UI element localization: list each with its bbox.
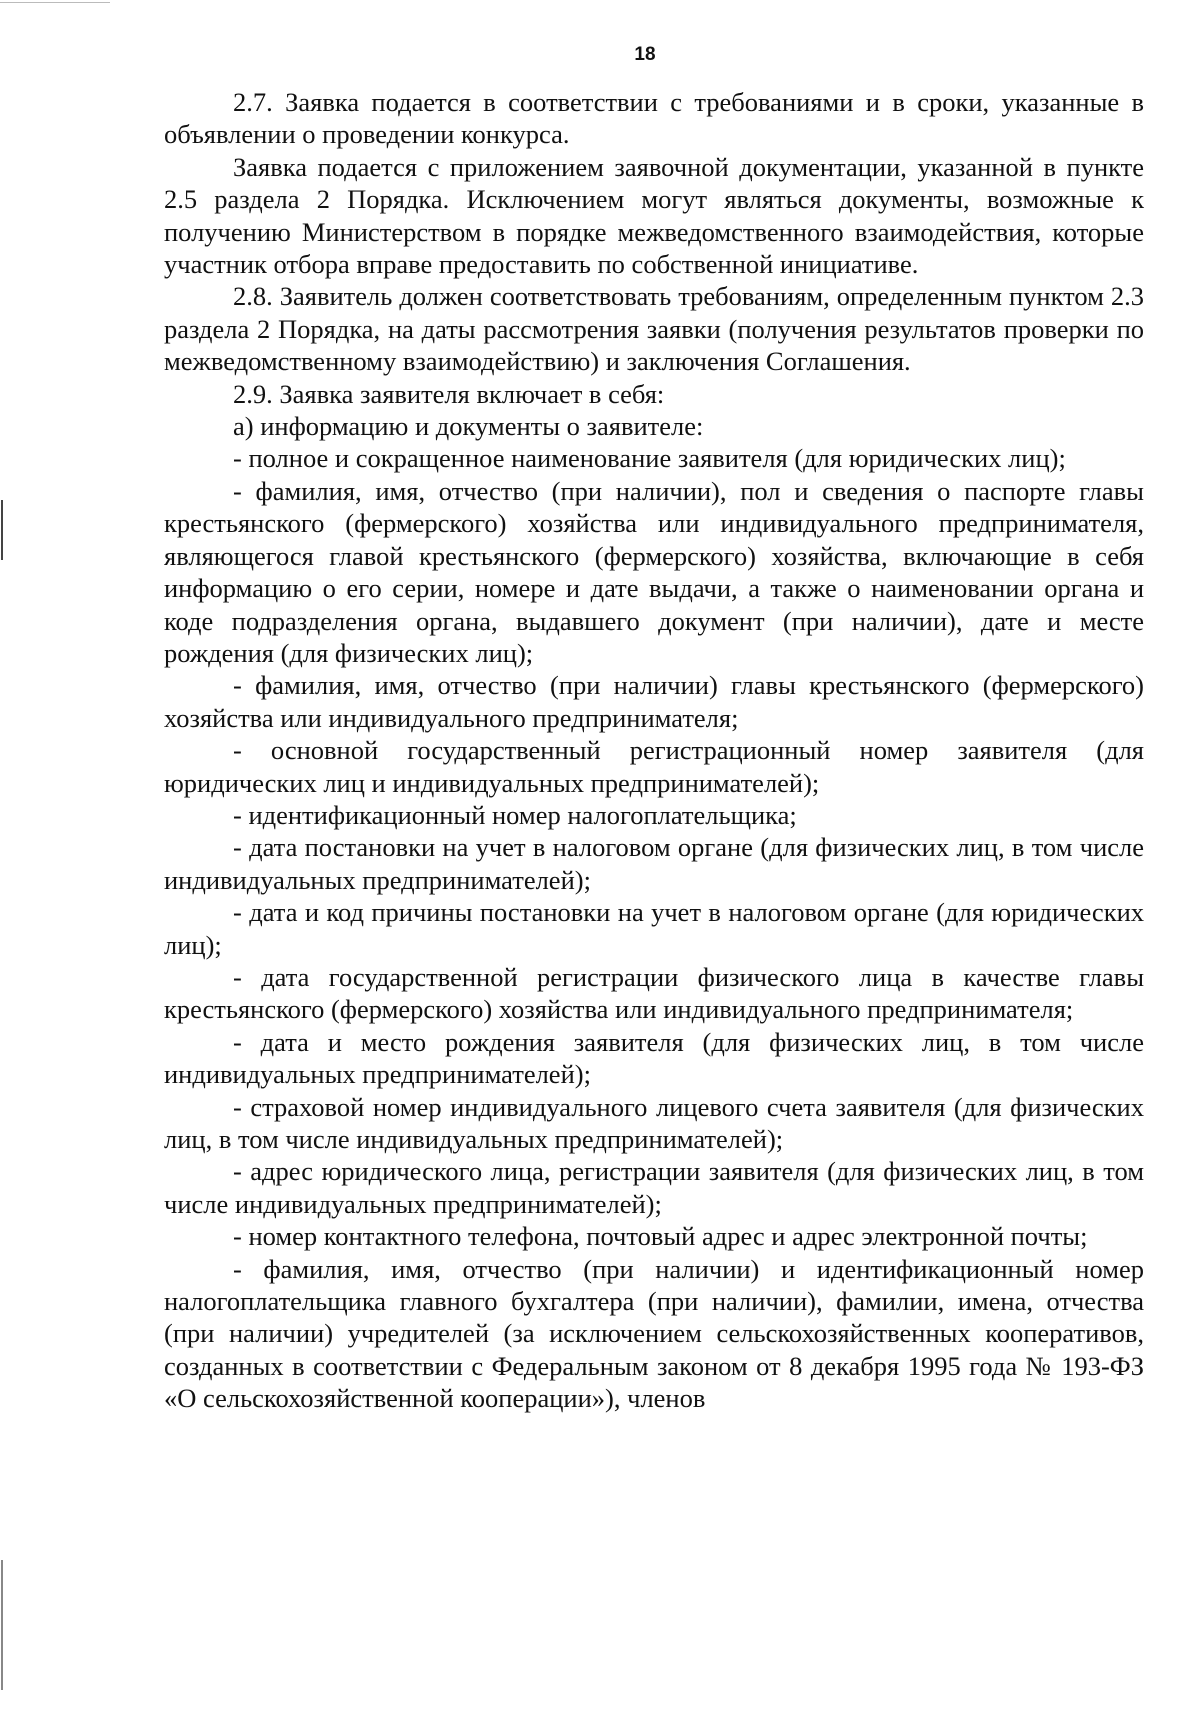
page-number: 18 [634, 44, 656, 65]
list-item: - дата постановки на учет в налоговом органе (для физических лиц, в том числе индивидуальных предпринимателей); [164, 832, 1144, 895]
document-body [164, 86, 1144, 1415]
paragraph: 2.9. Заявка заявителя включает в себя: [233, 378, 665, 409]
list-item: - дата государственной регистрации физического лица в качестве главы крестьянского (фермерского) хозяйства или индивидуального предпринимателя; [164, 961, 1144, 1025]
list-item: - идентификационный номер налогоплательщика; [233, 799, 797, 830]
scan-edge-mark [0, 2, 110, 3]
paragraph: а) информацию и документы о заявителе: [233, 411, 704, 442]
list-item: - дата и код причины постановки на учет в налоговом органе (для юридических лиц); [164, 897, 1144, 960]
paragraph: 2.7. Заявка подается в соответствии с требованиями и в сроки, указанные в объявлении о проведении конкурса. [164, 87, 1144, 150]
paragraph: Заявка подается с приложением заявочной документации, указанной в пункте 2.5 раздела 2 Порядка. Исключением могут являться документы, возможные к получению Министерством в порядке межведомственного взаимодействия, которые участник отбора вправе предоставить по собственной инициативе. [164, 151, 1144, 280]
list-item: - полное и сокращенное наименование заявителя (для юридических лиц); [233, 443, 1066, 474]
list-item: - страховой номер индивидуального лицевого счета заявителя (для физических лиц, в том числе индивидуальных предпринимателей); [164, 1091, 1144, 1154]
list-item: - адрес юридического лица, регистрации заявителя (для физических лиц, в том числе индивидуальных предпринимателей); [164, 1156, 1144, 1219]
list-item: - фамилия, имя, отчество (при наличии) главы крестьянского (фермерского) хозяйства или индивидуального предпринимателя; [164, 670, 1144, 733]
list-item: - основной государственный регистрационный номер заявителя (для юридических лиц и индивидуальных предпринимателей); [164, 735, 1144, 798]
scan-edge-mark [1, 1560, 3, 1690]
list-item: - фамилия, имя, отчество (при наличии), пол и сведения о паспорте главы крестьянского (фермерского) хозяйства или индивидуального предпринимателя, являющегося главой крестьянского (фермерского) хозяйства, включающие в себя информацию о его серии, номере и дате выдачи, а также о наименовании органа и коде подразделения органа, выдавшего документ (при наличии), дате и месте рождения (для физических лиц); [164, 475, 1144, 668]
paragraph: 2.8. Заявитель должен соответствовать требованиям, определенным пунктом 2.3 раздела 2 Порядка, на даты рассмотрения заявки (получения результатов проверки по межведомственному взаимодействию) и заключения Соглашения. [164, 281, 1144, 377]
list-item: - фамилия, имя, отчество (при наличии) и идентификационный номер налогоплательщика главного бухгалтера (при наличии), фамилии, имена, отчества (при наличии) учредителей (за исключением сельскохозяйственных кооперативов, созданных в соответствии с Федеральным законом от 8 декабря 1995 года № 193-ФЗ «О сельскохозяйственной кооперации»), членов [164, 1253, 1144, 1414]
scan-edge-mark [1, 500, 3, 560]
list-item: - номер контактного телефона, почтовый адрес и адрес электронной почты; [233, 1221, 1088, 1252]
list-item: - дата и место рождения заявителя (для физических лиц, в том числе индивидуальных предпринимателей); [164, 1026, 1144, 1090]
